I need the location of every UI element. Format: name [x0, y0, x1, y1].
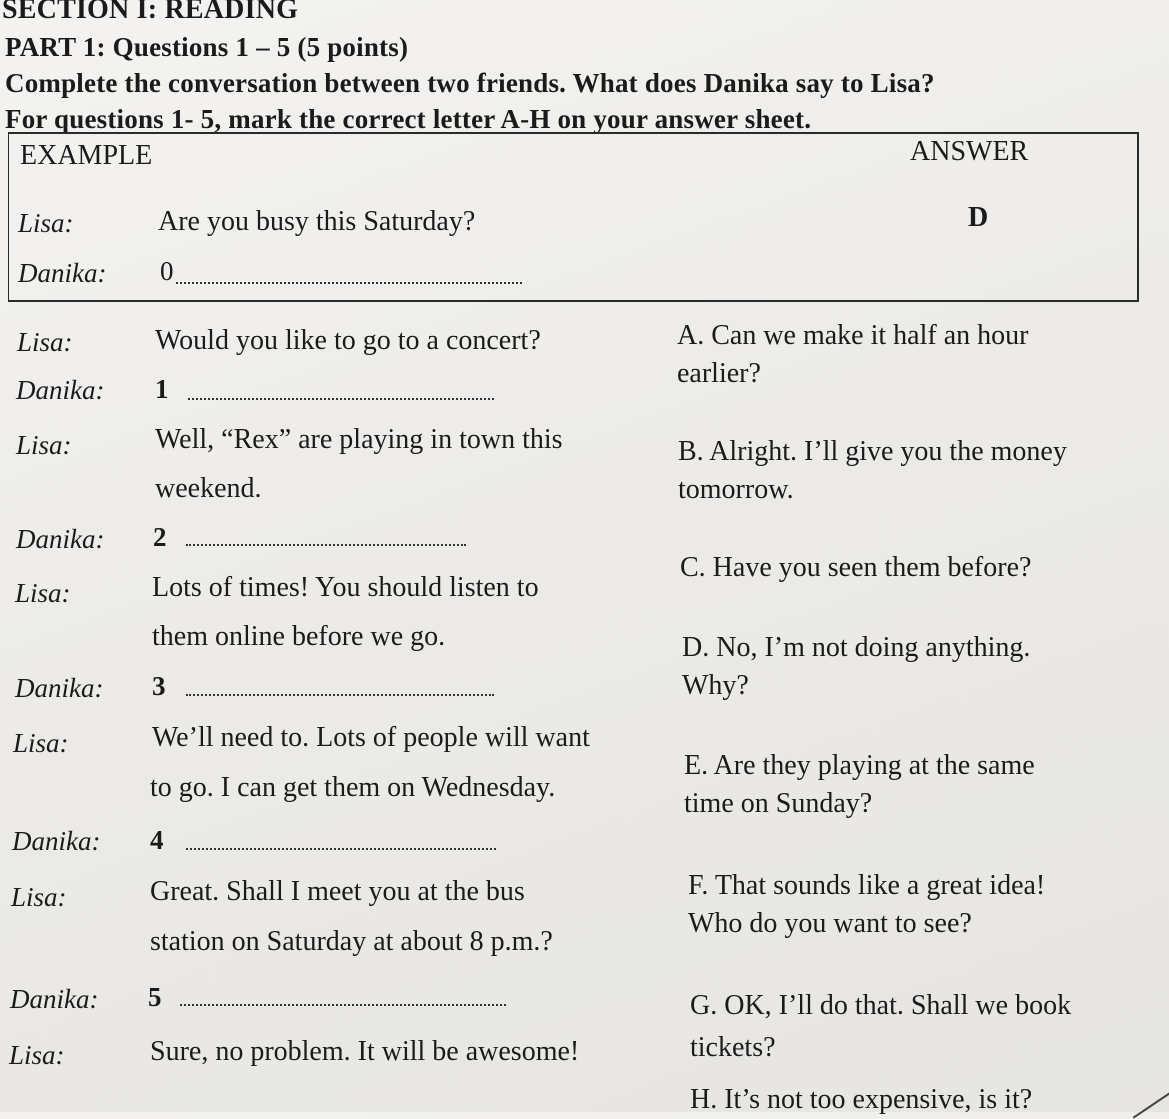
answer-blank-line	[186, 694, 494, 696]
speaker-danika: Danika:	[12, 826, 101, 856]
lisa-line: Great. Shall I meet you at the bus	[150, 876, 525, 907]
option-h: H. It’s not too expensive, is it?	[690, 1084, 1033, 1115]
question-number: 4	[150, 825, 164, 855]
answer-blank-line	[180, 1004, 506, 1006]
answer-blank-line	[186, 544, 466, 546]
option-f-continued: Who do you want to see?	[688, 908, 972, 939]
section-title: SECTION I: READING	[2, 0, 299, 25]
question-number: 3	[152, 671, 166, 701]
lisa-line: Sure, no problem. It will be awesome!	[150, 1036, 580, 1067]
example-label: EXAMPLE	[20, 140, 153, 171]
example-number: 0	[160, 256, 174, 286]
lisa-line: to go. I can get them on Wednesday.	[150, 772, 556, 803]
answer-blank-line	[186, 848, 496, 850]
example-answer: D	[968, 202, 989, 233]
lisa-line: Well, “Rex” are playing in town this	[155, 424, 563, 455]
question-number: 2	[153, 522, 167, 552]
option-c: C. Have you seen them before?	[680, 552, 1032, 583]
page-edge-line	[1133, 1090, 1169, 1118]
lisa-line: station on Saturday at about 8 p.m.?	[150, 926, 553, 957]
speaker-lisa: Lisa:	[11, 882, 67, 912]
speaker-lisa: Lisa:	[13, 728, 69, 758]
speaker-danika: Danika:	[16, 524, 105, 554]
option-a: A. Can we make it half an hour	[677, 320, 1029, 351]
answer-label: ANSWER	[910, 136, 1029, 167]
answer-blank-line	[176, 282, 522, 284]
option-d: D. No, I’m not doing anything.	[682, 632, 1031, 663]
option-f: F. That sounds like a great idea!	[688, 870, 1046, 901]
speaker-lisa: Lisa:	[16, 430, 72, 460]
instruction-line: Complete the conversation between two friends. What does Danika say to Lisa?	[5, 68, 935, 98]
option-g: G. OK, I’ll do that. Shall we book	[690, 990, 1072, 1021]
lisa-line: weekend.	[155, 473, 262, 504]
answer-blank-line	[188, 398, 494, 400]
instruction-line: For questions 1- 5, mark the correct letter A-H on your answer sheet.	[5, 104, 812, 134]
speaker-danika: Danika:	[18, 258, 107, 288]
part-title: PART 1: Questions 1 – 5 (5 points)	[5, 32, 409, 62]
question-number: 5	[148, 982, 162, 1012]
option-e: E. Are they playing at the same	[684, 750, 1035, 781]
speaker-danika: Danika:	[15, 673, 104, 703]
question-number: 1	[155, 374, 169, 404]
speaker-danika: Danika:	[16, 375, 105, 405]
lisa-line: Lots of times! You should listen to	[152, 572, 539, 603]
lisa-line: Would you like to go to a concert?	[155, 325, 541, 356]
option-b-continued: tomorrow.	[678, 474, 794, 505]
speaker-lisa: Lisa:	[15, 578, 71, 608]
option-e-continued: time on Sunday?	[684, 788, 873, 819]
option-b: B. Alright. I’ll give you the money	[678, 436, 1067, 467]
option-g-continued: tickets?	[690, 1032, 776, 1063]
option-a-continued: earlier?	[677, 358, 761, 389]
lisa-line: them online before we go.	[152, 621, 446, 652]
speaker-lisa: Lisa:	[18, 208, 74, 238]
option-d-continued: Why?	[682, 670, 749, 701]
example-lisa-line: Are you busy this Saturday?	[158, 206, 476, 237]
speaker-lisa: Lisa:	[17, 327, 73, 357]
lisa-line: We’ll need to. Lots of people will want	[152, 722, 590, 753]
speaker-lisa: Lisa:	[9, 1040, 65, 1070]
speaker-danika: Danika:	[10, 984, 99, 1014]
